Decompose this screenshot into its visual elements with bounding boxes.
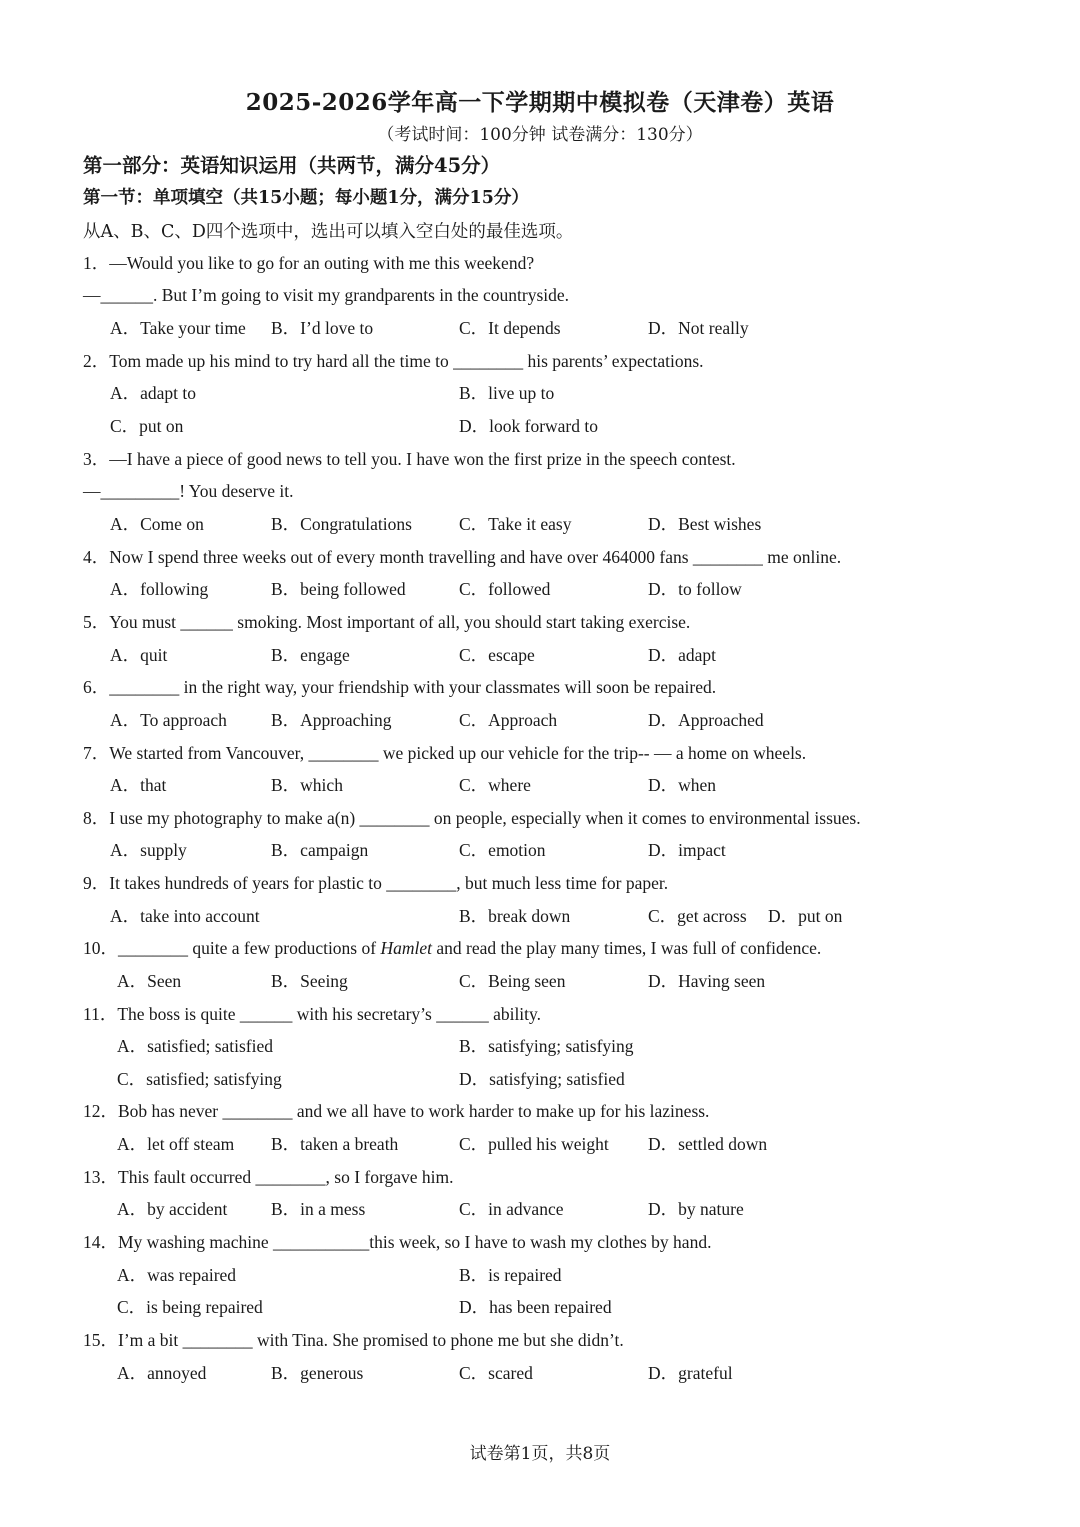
question-9-stem: 9．It takes hundreds of years for plastic to ________, but much less time for paper. (83, 873, 669, 893)
question-6-stem: 6．________ in the right way, your friendship with your classmates will soon be repaired. (83, 677, 717, 697)
question-15-option-b: B．generous (271, 1363, 364, 1383)
question-4-option-b: B．being followed (271, 579, 406, 599)
question-8-option-c: C．emotion (459, 840, 546, 860)
question-5-option-c: C．escape (459, 645, 535, 665)
question-10-option-c: C．Being seen (459, 971, 566, 991)
question-4-option-c: C．followed (459, 579, 551, 599)
question-5-option-d: D．adapt (648, 645, 717, 665)
question-15-option-d: D．grateful (648, 1363, 733, 1383)
question-4-option-d: D．to follow (648, 579, 742, 599)
question-13-stem: 13．This fault occurred ________, so I forgave him. (83, 1167, 454, 1187)
question-5-stem: 5．You must ______ smoking. Most important of all, you should start taking exercise. (83, 612, 691, 632)
question-12-option-d: D．settled down (648, 1134, 768, 1154)
question-10-option-b: B．Seeing (271, 971, 348, 991)
question-13-option-c: C．in advance (459, 1199, 564, 1219)
question-7-option-d: D．when (648, 775, 717, 795)
question-3-option-d: D．Best wishes (648, 514, 762, 534)
question-2-option-a: A．adapt to (110, 383, 197, 403)
question-12-stem: 12．Bob has never ________ and we all have to work harder to make up for his laziness. (83, 1101, 710, 1121)
question-12-option-b: B．taken a breath (271, 1134, 399, 1154)
question-11-stem: 11．The boss is quite ______ with his secretary’s ______ ability. (83, 1004, 542, 1024)
question-4-option-a: A．following (110, 579, 209, 599)
question-9-option-d: D．put on (768, 906, 843, 926)
question-1-option-a: A．Take your time (110, 318, 246, 338)
question-1-option-c: C．It depends (459, 318, 561, 338)
question-2-option-d: D．look forward to (459, 416, 599, 436)
question-11-option-d: D．satisfying; satisfied (459, 1069, 625, 1089)
question-8-stem: 8．I use my photography to make a(n) ________ on people, especially when it comes to environmental issues. (83, 808, 861, 828)
question-14-option-c: C．is being repaired (117, 1297, 263, 1317)
question-8-option-a: A．supply (110, 840, 187, 860)
section-heading: 第一节：单项填空（共15小题；每小题1分，满分15分） (83, 188, 529, 208)
question-12-option-a: A．let off steam (117, 1134, 235, 1154)
question-7-option-b: B．which (271, 775, 343, 795)
question-8-option-d: D．impact (648, 840, 726, 860)
instruction: 从A、B、C、D四个选项中，选出可以填入空白处的最佳选项。 (83, 222, 574, 242)
exam-info: （考试时间：100分钟 试卷满分：130分） (377, 125, 703, 145)
question-3-option-a: A．Come on (110, 514, 204, 534)
play-title: Hamlet (380, 938, 432, 958)
question-5-option-a: A．quit (110, 645, 168, 665)
question-14-option-d: D．has been repaired (459, 1297, 612, 1317)
question-11-option-c: C．satisfied; satisfying (117, 1069, 282, 1089)
question-1-option-b: B．I’d love to (271, 318, 374, 338)
question-9-option-c: C．get across (648, 906, 747, 926)
question-13-option-d: D．by nature (648, 1199, 744, 1219)
question-2-option-b: B．live up to (459, 383, 555, 403)
question-2-option-c: C．put on (110, 416, 184, 436)
question-15-option-c: C．scared (459, 1363, 533, 1383)
question-5-option-b: B．engage (271, 645, 350, 665)
question-14-option-a: A．was repaired (117, 1265, 237, 1285)
page-title: 2025-2026学年高一下学期期中模拟卷（天津卷）英语 (245, 89, 835, 116)
question-3-option-c: C．Take it easy (459, 514, 572, 534)
question-3-reply: —_________! You deserve it. (83, 481, 294, 501)
question-14-option-b: B．is repaired (459, 1265, 562, 1285)
question-15-option-a: A．annoyed (117, 1363, 207, 1383)
question-11-option-b: B．satisfying; satisfying (459, 1036, 634, 1056)
question-1-stem: 1．—Would you like to go for an outing with me this weekend? (83, 253, 535, 273)
question-7-option-a: A．that (110, 775, 167, 795)
question-6-option-b: B．Approaching (271, 710, 392, 730)
question-1-reply: —______. But I’m going to visit my grandparents in the countryside. (83, 285, 570, 305)
question-3-option-b: B．Congratulations (271, 514, 412, 534)
question-2-stem: 2．Tom made up his mind to try hard all the time to ________ his parents’ expectations. (83, 351, 704, 371)
question-4-stem: 4．Now I spend three weeks out of every month travelling and have over 464000 fans ________ me online. (83, 547, 842, 567)
question-10-stem: 10．________ quite a few productions of Hamlet and read the play many times, I was full of confidence. (83, 938, 822, 958)
question-3-stem: 3．—I have a piece of good news to tell you. I have won the first prize in the speech contest. (83, 449, 736, 469)
question-7-stem: 7．We started from Vancouver, ________ we picked up our vehicle for the trip-- — a home on wheels. (83, 743, 807, 763)
page-footer: 试卷第1页，共8页 (469, 1444, 611, 1464)
question-6-option-d: D．Approached (648, 710, 764, 730)
question-1-option-d: D．Not really (648, 318, 749, 338)
question-15-stem: 15．I’m a bit ________ with Tina. She promised to phone me but she didn’t. (83, 1330, 624, 1350)
question-12-option-c: C．pulled his weight (459, 1134, 609, 1154)
question-13-option-a: A．by accident (117, 1199, 228, 1219)
question-14-stem: 14．My washing machine ___________this week, so I have to wash my clothes by hand. (83, 1232, 712, 1252)
question-11-option-a: A．satisfied; satisfied (117, 1036, 274, 1056)
part-heading: 第一部分：英语知识运用（共两节，满分45分） (83, 154, 501, 177)
question-6-option-c: C．Approach (459, 710, 558, 730)
question-10-option-d: D．Having seen (648, 971, 766, 991)
question-9-option-a: A．take into account (110, 906, 260, 926)
question-7-option-c: C．where (459, 775, 531, 795)
question-13-option-b: B．in a mess (271, 1199, 366, 1219)
question-9-option-b: B．break down (459, 906, 571, 926)
question-10-option-a: A．Seen (117, 971, 182, 991)
question-8-option-b: B．campaign (271, 840, 369, 860)
question-6-option-a: A．To approach (110, 710, 227, 730)
